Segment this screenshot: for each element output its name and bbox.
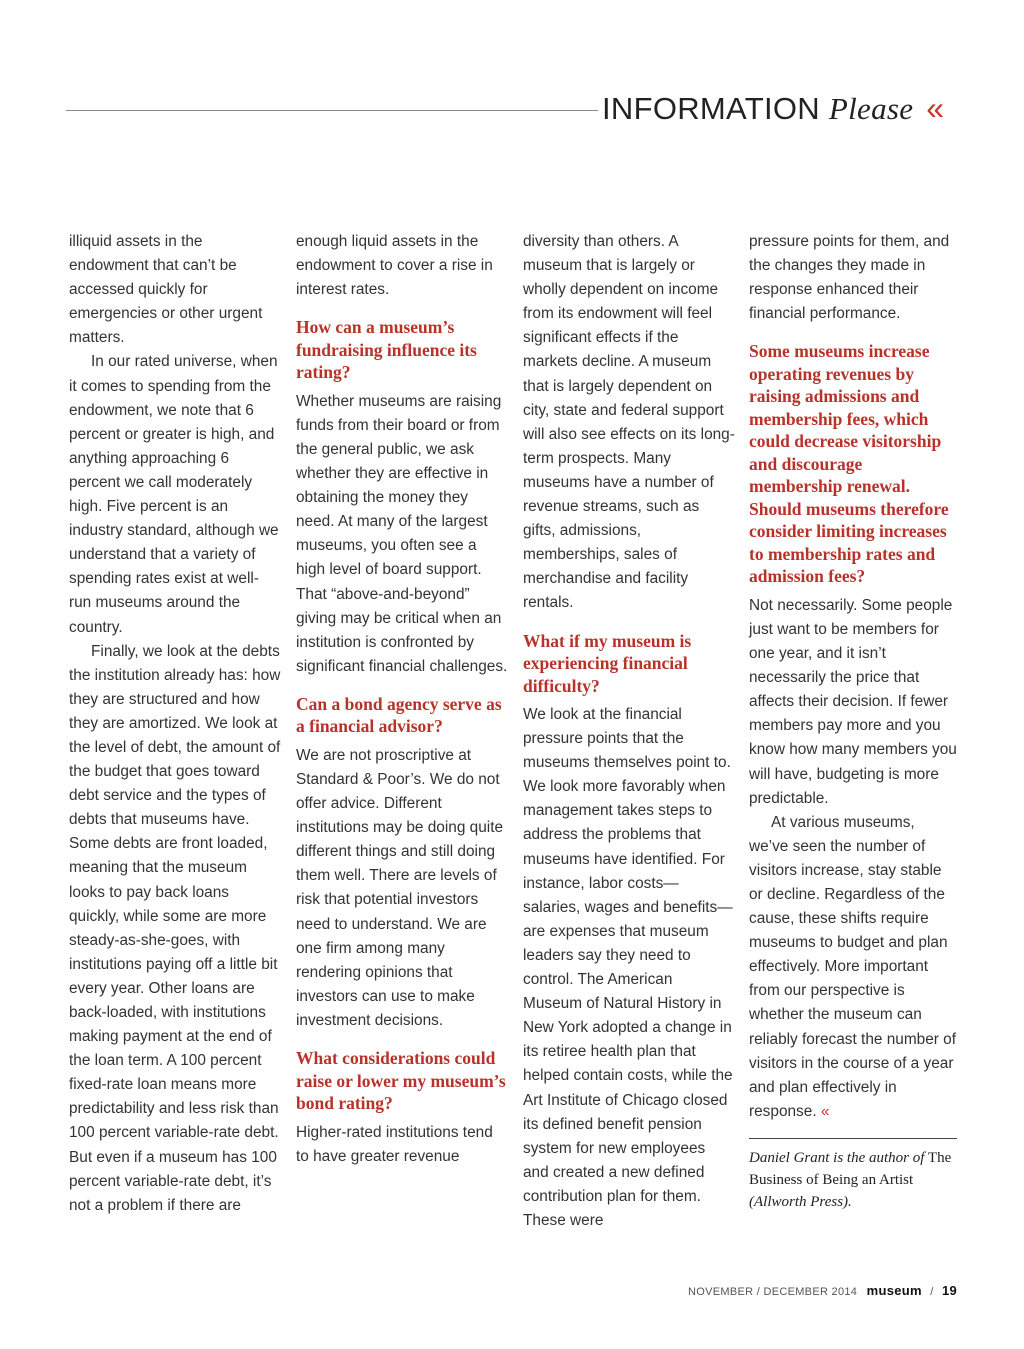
- page-footer: [688, 1283, 957, 1298]
- paragraph: Not necessarily. Some people just want to be members for one year, and it isn’t necessarily the price that affects their decision. If fewer members pay more and you know how many members you will have, budgeting is more predictable.: [749, 596, 957, 807]
- paragraph: diversity than others. A museum that is largely or wholly dependent on income from its endowment will feel significant effects if the markets decline. A museum that is largely dependent on city, state and federal support will also see effects on its long-term prospects. Many museums have a number of revenue streams, such as gifts, admissions, memberships, sales of merchandise and facility rentals.: [523, 233, 735, 612]
- section-title-main: INFORMATION: [602, 91, 820, 126]
- paragraph: Higher-rated institutions tend to have greater revenue: [296, 1123, 493, 1165]
- author-bio: [749, 1147, 957, 1213]
- article-column-3: [523, 230, 735, 1233]
- paragraph: illiquid assets in the endowment that can’t be accessed quickly for emergencies or other urgent matters.: [69, 233, 263, 347]
- article-column-4: [749, 230, 957, 1213]
- bio-book-title: The Business of Being an Artist: [749, 1149, 952, 1188]
- paragraph-text: At various museums, we’ve seen the number of visitors increase, stay stable or decline. Regardless of the cause, these shifts require museums to budget and plan effectively. More important from our perspective is whether the museum can reliably forecast the number of visitors in the course of a year and plan effectively in response.: [749, 813, 957, 1120]
- paragraph: enough liquid assets in the endowment to cover a rise in interest rates.: [296, 233, 493, 299]
- end-mark-icon: «: [820, 1102, 830, 1120]
- bio-publisher: (Allworth Press).: [749, 1193, 852, 1210]
- paragraph: Whether museums are raising funds from their board or from the general public, we ask whether they are effective in obtaining the money they need. At many of the largest museums, you often see a high level of board support. That “above-and-beyond” giving may be critical when an institution is confronted by significant financial challenges.: [296, 392, 508, 675]
- question-heading: What considerations could raise or lower my museum’s bond rating?: [296, 1048, 506, 1114]
- paragraph-final: [749, 811, 957, 1124]
- paragraph: pressure points for them, and the changes they made in response enhanced their financial performance.: [749, 233, 950, 323]
- header-rule: [66, 110, 598, 111]
- article-column-2: [296, 230, 508, 1169]
- issue-date: NOVEMBER / DECEMBER 2014: [688, 1286, 858, 1298]
- bio-author: Daniel Grant is the author of: [749, 1149, 925, 1166]
- article-column-1: [69, 230, 281, 1218]
- bio-divider: [749, 1138, 957, 1139]
- double-chevron-left-icon: «: [926, 90, 945, 126]
- paragraph: We are not proscriptive at Standard & Poor’s. We do not offer advice. Different institutions may be doing quite different things and still doing them well. There are levels of risk that potential investors need to understand. We are one firm among many rendering opinions that investors can use to make investment decisions.: [296, 746, 504, 1029]
- question-heading: What if my museum is experiencing financial difficulty?: [523, 630, 692, 696]
- magazine-name: museum: [866, 1283, 922, 1298]
- question-heading: Some museums increase operating revenues by raising admissions and membership fees, which could decrease visitorship and discourage membership renewal. Should museums therefore consider limiting increases to membership rates and admission fees?: [749, 341, 949, 587]
- section-title-accent: Please: [828, 91, 914, 126]
- question-heading: How can a museum’s fundraising influence its rating?: [296, 317, 477, 383]
- paragraph: Finally, we look at the debts the institution already has: how they are structured and how they are amortized. We look at the level of debt, the amount of the budget that goes toward debt service and the types of debts that museums have. Some debts are front loaded, meaning that the museum looks to pay back loans quickly, while some are more steady-as-she-goes, with institutions paying off a little bit every year. Other loans are back-loaded, with institutions making payment at the end of the loan term. A 100 percent fixed-rate loan means more predictability and less risk than 100 percent variable-rate debt. But even if a museum has 100 percent variable-rate debt, it’s not a problem if there are: [69, 642, 281, 1214]
- paragraph: In our rated universe, when it comes to spending from the endowment, we note that 6 percent or greater is high, and anything approaching 6 percent we call moderately high. Five percent is an industry standard, although we understand that a variety of spending rates exist at well-run museums around the country.: [69, 353, 279, 636]
- page-number: 19: [941, 1283, 957, 1298]
- paragraph: We look at the financial pressure points that the museums themselves point to. We look more favorably when management takes steps to address the problems that museums have identified. For instance, labor costs—salaries, wages and benefits—are expenses that museum leaders say they need to control. The American Museum of Natural History in New York adopted a change in its retiree health plan that helped contain costs, while the Art Institute of Chicago closed its defined benefit pension system for new employees and created a new defined contribution plan for them. These were: [523, 706, 733, 1229]
- question-heading: Can a bond agency serve as a financial advisor?: [296, 693, 502, 737]
- footer-separator: /: [930, 1286, 934, 1298]
- section-title: [602, 90, 944, 127]
